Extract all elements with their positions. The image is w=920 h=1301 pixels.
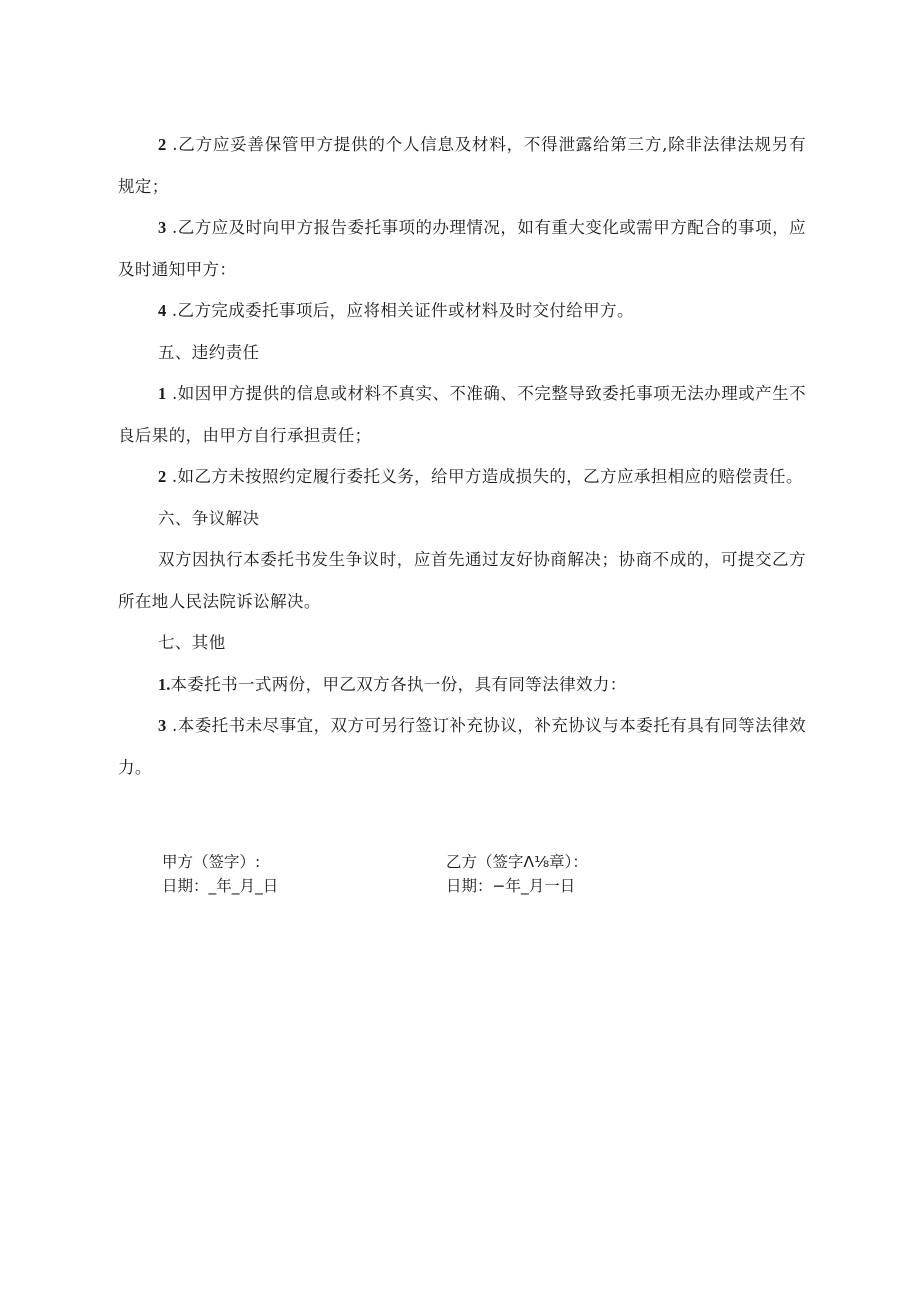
clause-paragraph (118, 290, 806, 332)
clause-text: .乙方应妥善保管甲方提供的个人信息及材料，不得泄露给第三方,除非法律法规另有规定； (118, 135, 806, 196)
clause-paragraph (118, 456, 806, 498)
clause-text: .乙方完成委托事项后，应将相关证件或材料及时交付给甲方。 (166, 301, 634, 320)
clause-text: .本委托书未尽事宜，双方可另行签订补充协议，补充协议与本委托有具有同等法律效力。 (118, 716, 806, 777)
section-heading (118, 498, 806, 540)
signature-row-labels (162, 850, 762, 874)
clause-paragraph (118, 664, 806, 706)
clause-number: 1. (158, 674, 171, 694)
clause-paragraph (118, 124, 806, 207)
party-a-signature-label: 甲方（签字）: (162, 853, 261, 871)
clause-text: .乙方应及时向甲方报告委托事项的办理情况，如有重大变化或需甲方配合的事项，应及时通知甲方： (118, 218, 806, 279)
clause-paragraph (118, 705, 806, 788)
clause-number: 3 (158, 218, 167, 237)
clause-text: .如因甲方提供的信息或材料不真实、不准确、不完整导致委托事项无法办理或产生不良后果的，由甲方自行承担责任； (118, 384, 806, 445)
clause-number: 2 (158, 135, 167, 154)
clause-number: 2 (158, 467, 167, 486)
clause-number: 1 (158, 384, 167, 403)
clause-text: 本委托书一式两份，甲乙双方各执一份，具有同等法律效力： (170, 674, 627, 694)
section-heading (118, 622, 806, 664)
party-b-date: 日期：−年_月一日 (446, 877, 576, 895)
party-a-date: 日期：_年_月_日 (162, 877, 279, 895)
section-heading (118, 332, 806, 374)
signature-row-dates (162, 874, 762, 898)
clause-text: 五、违约责任 (158, 342, 260, 362)
clause-text: 双方因执行本委托书发生争议时，应首先通过友好协商解决；协商不成的，可提交乙方所在地人民法院诉讼解决。 (118, 550, 806, 611)
clause-paragraph (118, 373, 806, 456)
clause-text: 六、争议解决 (158, 508, 260, 528)
clause-number: 3 (158, 716, 167, 735)
clause-text: 七、其他 (158, 633, 226, 652)
clause-number: 4 (158, 301, 167, 320)
document-body (118, 124, 806, 788)
clause-paragraph (118, 539, 806, 622)
party-b-signature-label: 乙方（签字Λ⅛章）： (446, 853, 588, 871)
signature-block (162, 850, 762, 898)
clause-paragraph (118, 207, 806, 290)
clause-text: .如乙方未按照约定履行委托义务，给甲方造成损失的，乙方应承担相应的赔偿责任。 (166, 467, 803, 486)
